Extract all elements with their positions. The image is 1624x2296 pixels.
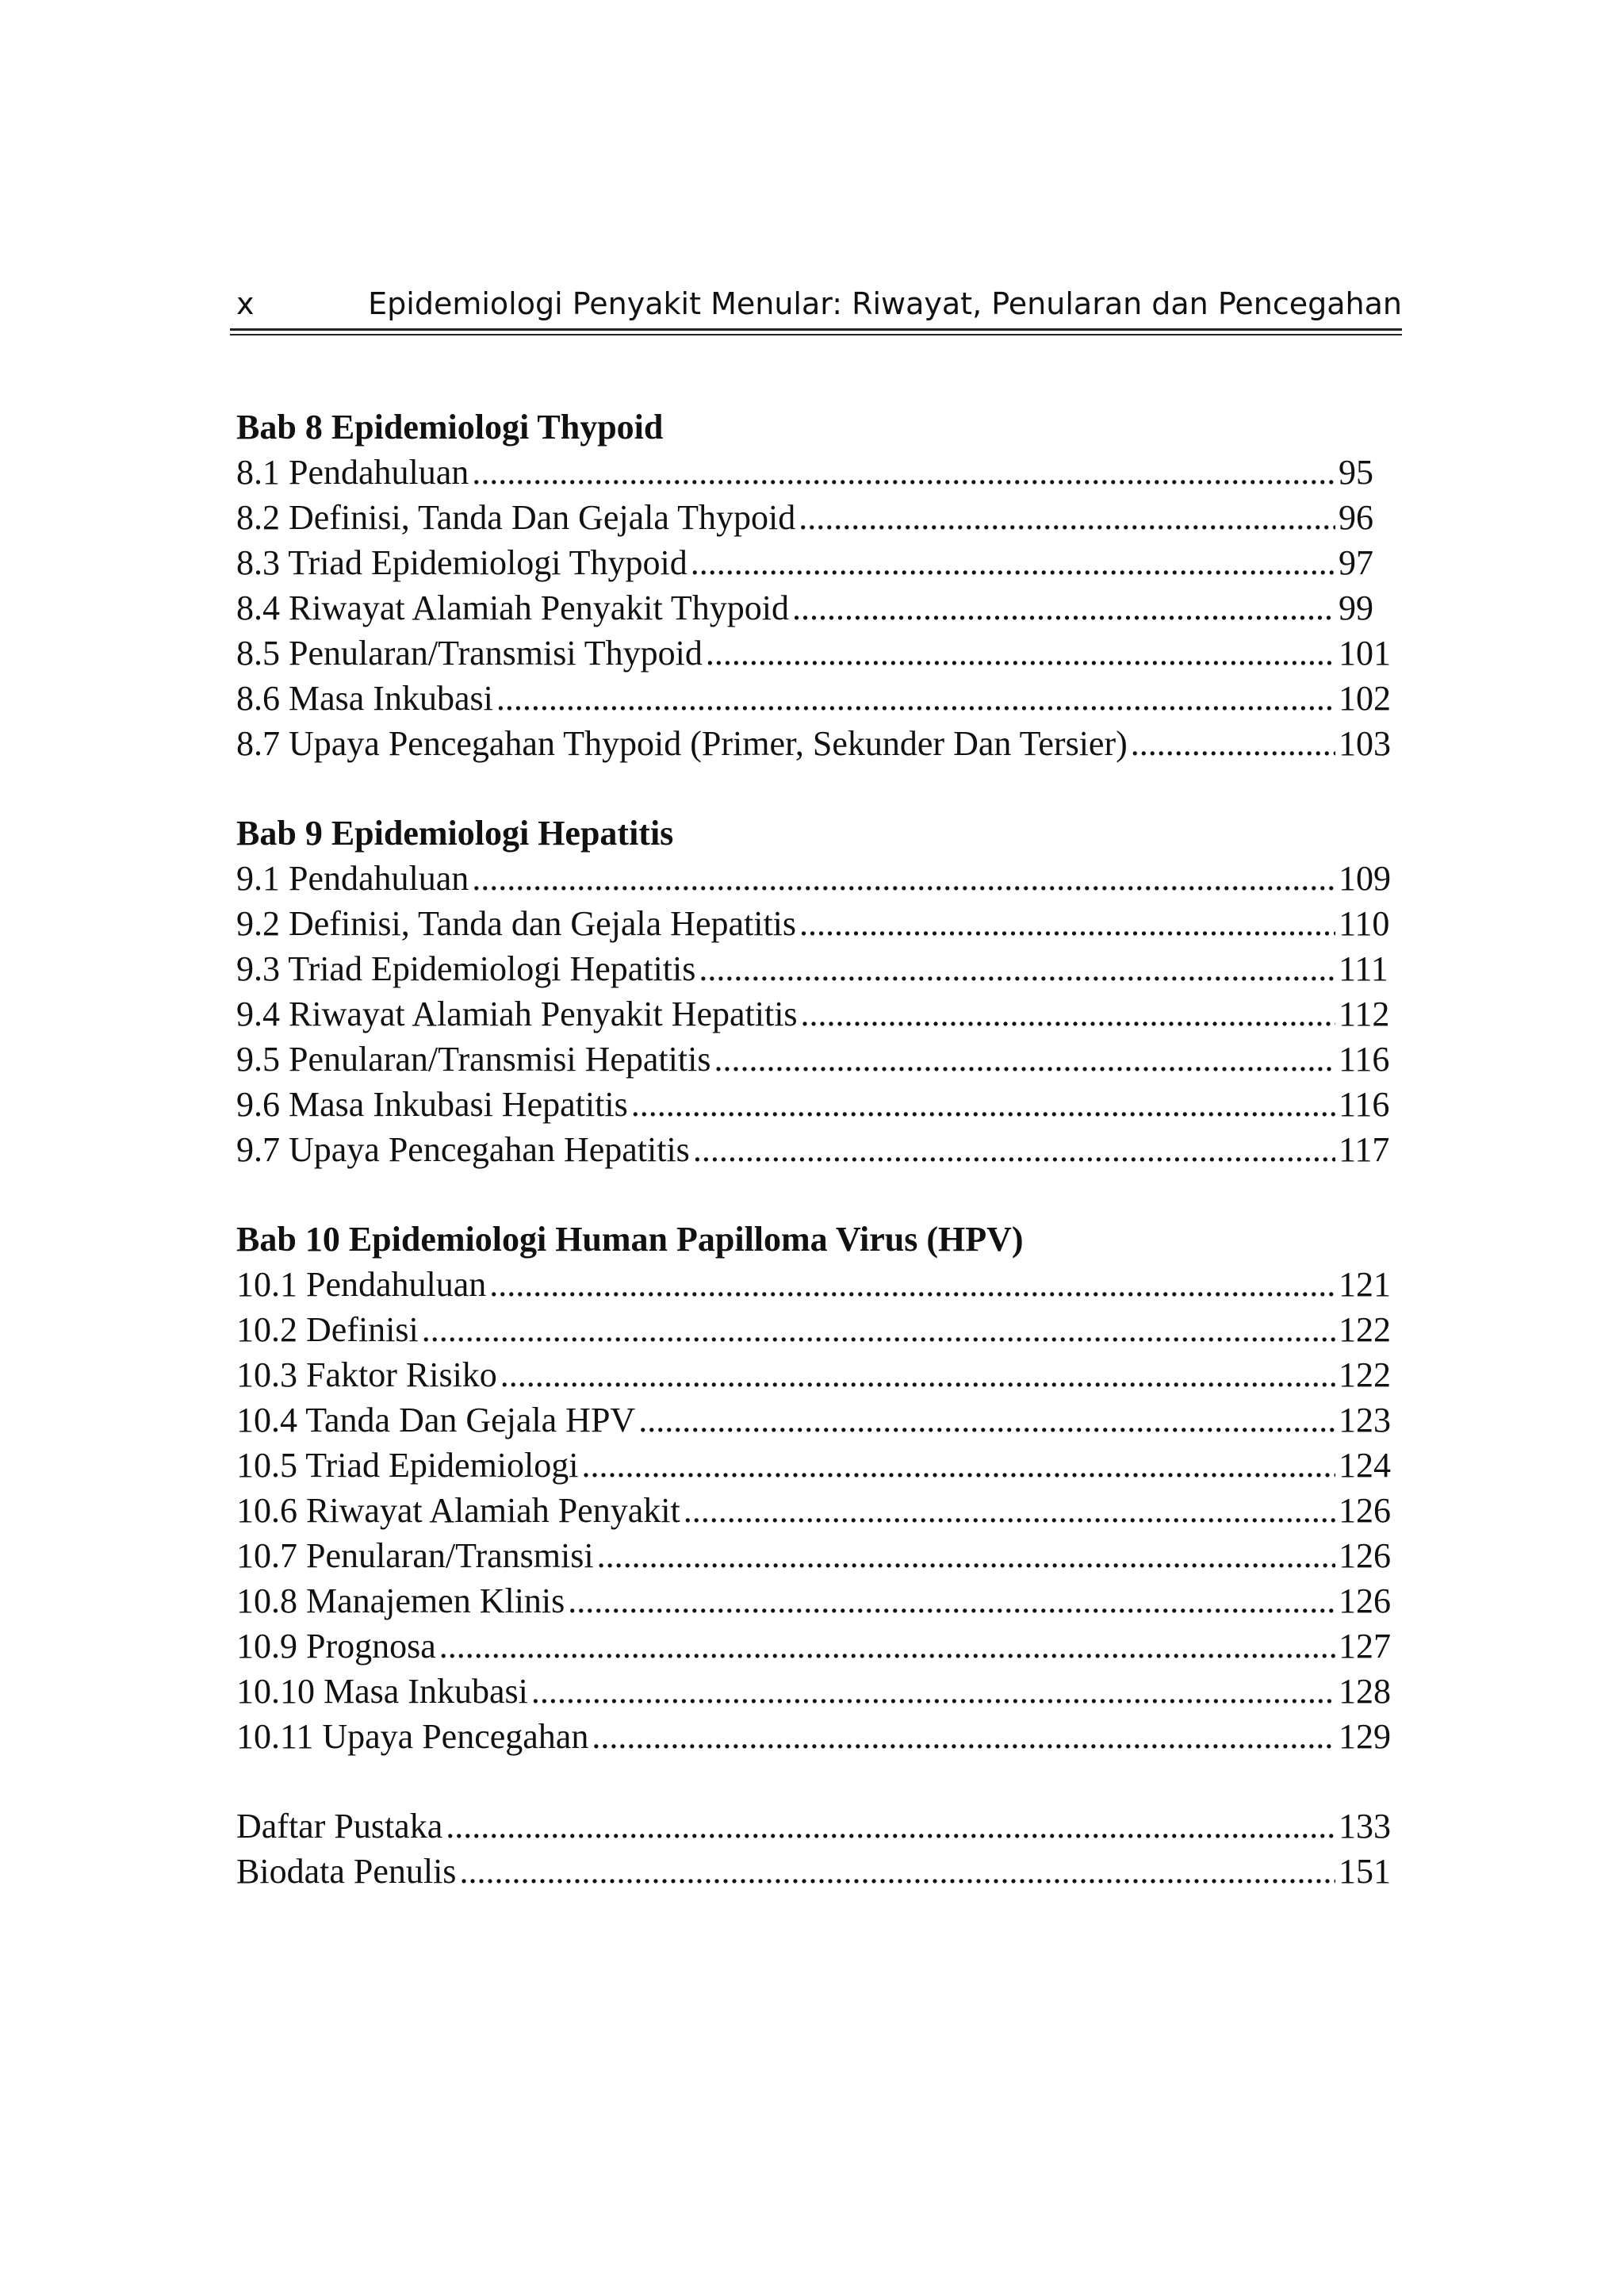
entry-page-number: 133 [1339, 1807, 1391, 1846]
toc-entry[interactable] [236, 1443, 1394, 1488]
entry-page-number: 99 [1339, 588, 1373, 627]
dot-leader [714, 1037, 1335, 1082]
entry-page-number: 151 [1339, 1852, 1391, 1891]
dot-leader [631, 1082, 1335, 1127]
entry-title: 10.1 Pendahuluan [236, 1265, 487, 1304]
entry-page-number: 103 [1339, 724, 1391, 763]
dot-leader [489, 1262, 1335, 1307]
entry-title: 10.5 Triad Epidemiologi [236, 1446, 579, 1485]
toc-entry[interactable] [236, 1623, 1394, 1669]
dot-leader [439, 1623, 1335, 1669]
dot-leader [446, 1803, 1335, 1849]
toc-entry[interactable] [236, 676, 1394, 721]
entry-title: 8.7 Upaya Pencegahan Thypoid (Primer, Sekunder Dan Tersier) [236, 724, 1128, 763]
toc-entry[interactable] [236, 495, 1394, 540]
entry-title: 8.3 Triad Epidemiologi Thypoid [236, 543, 688, 582]
entry-page-number: 126 [1339, 1536, 1391, 1575]
table-of-contents [236, 404, 1394, 1938]
chapter-title: Bab 8 Epidemiologi Thypoid [236, 408, 664, 447]
toc-entry[interactable] [236, 585, 1394, 631]
toc-entry[interactable] [236, 1578, 1394, 1623]
entry-title: 8.4 Riwayat Alamiah Penyakit Thypoid [236, 588, 789, 627]
dot-leader [799, 901, 1335, 946]
toc-entry[interactable] [236, 1849, 1394, 1894]
toc-entry[interactable] [236, 1352, 1394, 1397]
entry-page-number: 126 [1339, 1581, 1391, 1620]
toc-entry[interactable] [236, 1533, 1394, 1578]
entry-page-number: 116 [1339, 1085, 1390, 1124]
entry-page-number: 122 [1339, 1310, 1391, 1349]
toc-entry[interactable] [236, 721, 1394, 766]
toc-entry[interactable] [236, 856, 1394, 901]
entry-title: 10.9 Prognosa [236, 1627, 436, 1665]
entry-title: 9.6 Masa Inkubasi Hepatitis [236, 1085, 628, 1124]
entry-page-number: 127 [1339, 1627, 1391, 1665]
dot-leader [592, 1714, 1335, 1759]
dot-leader [422, 1307, 1335, 1352]
entry-title: Biodata Penulis [236, 1852, 457, 1891]
running-title: Epidemiologi Penyakit Menular: Riwayat, Penularan dan Pencegahan [368, 286, 1402, 321]
toc-entry[interactable] [236, 540, 1394, 585]
dot-leader [693, 1127, 1335, 1172]
toc-entry[interactable] [236, 450, 1394, 495]
entry-title: 8.2 Definisi, Tanda Dan Gejala Thypoid [236, 498, 796, 537]
dot-leader [706, 631, 1335, 676]
entry-title: 9.7 Upaya Pencegahan Hepatitis [236, 1130, 690, 1169]
entry-page-number: 111 [1339, 949, 1388, 988]
dot-leader [581, 1443, 1335, 1488]
entry-page-number: 124 [1339, 1446, 1391, 1485]
toc-entry[interactable] [236, 1714, 1394, 1759]
toc-entry[interactable] [236, 1397, 1394, 1443]
entry-title: 10.3 Faktor Risiko [236, 1355, 497, 1394]
entry-page-number: 123 [1339, 1401, 1391, 1439]
dot-leader [472, 450, 1335, 495]
page-number: x [236, 286, 255, 321]
entry-title: 10.6 Riwayat Alamiah Penyakit [236, 1491, 680, 1530]
entry-title: 9.2 Definisi, Tanda dan Gejala Hepatitis [236, 904, 797, 943]
back-matter-section [236, 1803, 1394, 1894]
entry-title: 9.1 Pendahuluan [236, 859, 469, 898]
dot-leader [699, 946, 1335, 991]
toc-entry[interactable] [236, 1803, 1394, 1849]
entry-page-number: 128 [1339, 1672, 1391, 1711]
entry-title: 8.5 Penularan/Transmisi Thypoid [236, 634, 703, 673]
entry-page-number: 122 [1339, 1355, 1391, 1394]
dot-leader [799, 495, 1335, 540]
dot-leader [684, 1488, 1335, 1533]
toc-entry[interactable] [236, 631, 1394, 676]
entry-title: 10.4 Tanda Dan Gejala HPV [236, 1401, 636, 1439]
toc-entry[interactable] [236, 1082, 1394, 1127]
toc-entry[interactable] [236, 1127, 1394, 1172]
toc-entry[interactable] [236, 1669, 1394, 1714]
page-header [230, 282, 1402, 325]
dot-leader [531, 1669, 1335, 1714]
entry-page-number: 117 [1339, 1130, 1390, 1169]
entry-title: 9.5 Penularan/Transmisi Hepatitis [236, 1040, 711, 1079]
toc-entry[interactable] [236, 1262, 1394, 1307]
header-rule [230, 328, 1402, 335]
toc-entry[interactable] [236, 1488, 1394, 1533]
entry-page-number: 121 [1339, 1265, 1391, 1304]
entry-page-number: 110 [1339, 904, 1390, 943]
entry-title: 10.8 Manajemen Klinis [236, 1581, 565, 1620]
entry-title: 8.1 Pendahuluan [236, 453, 469, 492]
entry-page-number: 126 [1339, 1491, 1391, 1530]
dot-leader [500, 1352, 1335, 1397]
entry-title: 9.4 Riwayat Alamiah Penyakit Hepatitis [236, 995, 798, 1033]
entry-page-number: 95 [1339, 453, 1373, 492]
entry-page-number: 129 [1339, 1717, 1391, 1756]
dot-leader [597, 1533, 1335, 1578]
chapter-section [236, 811, 1394, 1172]
chapter-title: Bab 10 Epidemiologi Human Papilloma Virus (HPV) [236, 1220, 1024, 1259]
entry-title: 10.7 Penularan/Transmisi [236, 1536, 594, 1575]
entry-page-number: 112 [1339, 995, 1390, 1033]
entry-page-number: 97 [1339, 543, 1373, 582]
entry-title: 8.6 Masa Inkubasi [236, 679, 493, 718]
entry-title: 10.11 Upaya Pencegahan [236, 1717, 589, 1756]
dot-leader [638, 1397, 1335, 1443]
dot-leader [691, 540, 1335, 585]
dot-leader [496, 676, 1335, 721]
chapter-section [236, 404, 1394, 766]
chapter-title: Bab 9 Epidemiologi Hepatitis [236, 814, 674, 853]
entry-page-number: 96 [1339, 498, 1373, 537]
dot-leader [1131, 721, 1335, 766]
entry-page-number: 101 [1339, 634, 1391, 673]
entry-page-number: 109 [1339, 859, 1391, 898]
dot-leader [568, 1578, 1335, 1623]
dot-leader [459, 1849, 1335, 1894]
toc-entry[interactable] [236, 1037, 1394, 1082]
dot-leader [792, 585, 1335, 631]
entry-title: Daftar Pustaka [236, 1807, 443, 1846]
toc-entry[interactable] [236, 1307, 1394, 1352]
chapter-section [236, 1217, 1394, 1759]
dot-leader [472, 856, 1335, 901]
entry-title: 9.3 Triad Epidemiologi Hepatitis [236, 949, 696, 988]
entry-title: 10.2 Definisi [236, 1310, 419, 1349]
toc-entry[interactable] [236, 946, 1394, 991]
entry-title: 10.10 Masa Inkubasi [236, 1672, 528, 1711]
toc-entry[interactable] [236, 901, 1394, 946]
entry-page-number: 116 [1339, 1040, 1390, 1079]
entry-page-number: 102 [1339, 679, 1391, 718]
dot-leader [801, 991, 1335, 1037]
toc-entry[interactable] [236, 991, 1394, 1037]
